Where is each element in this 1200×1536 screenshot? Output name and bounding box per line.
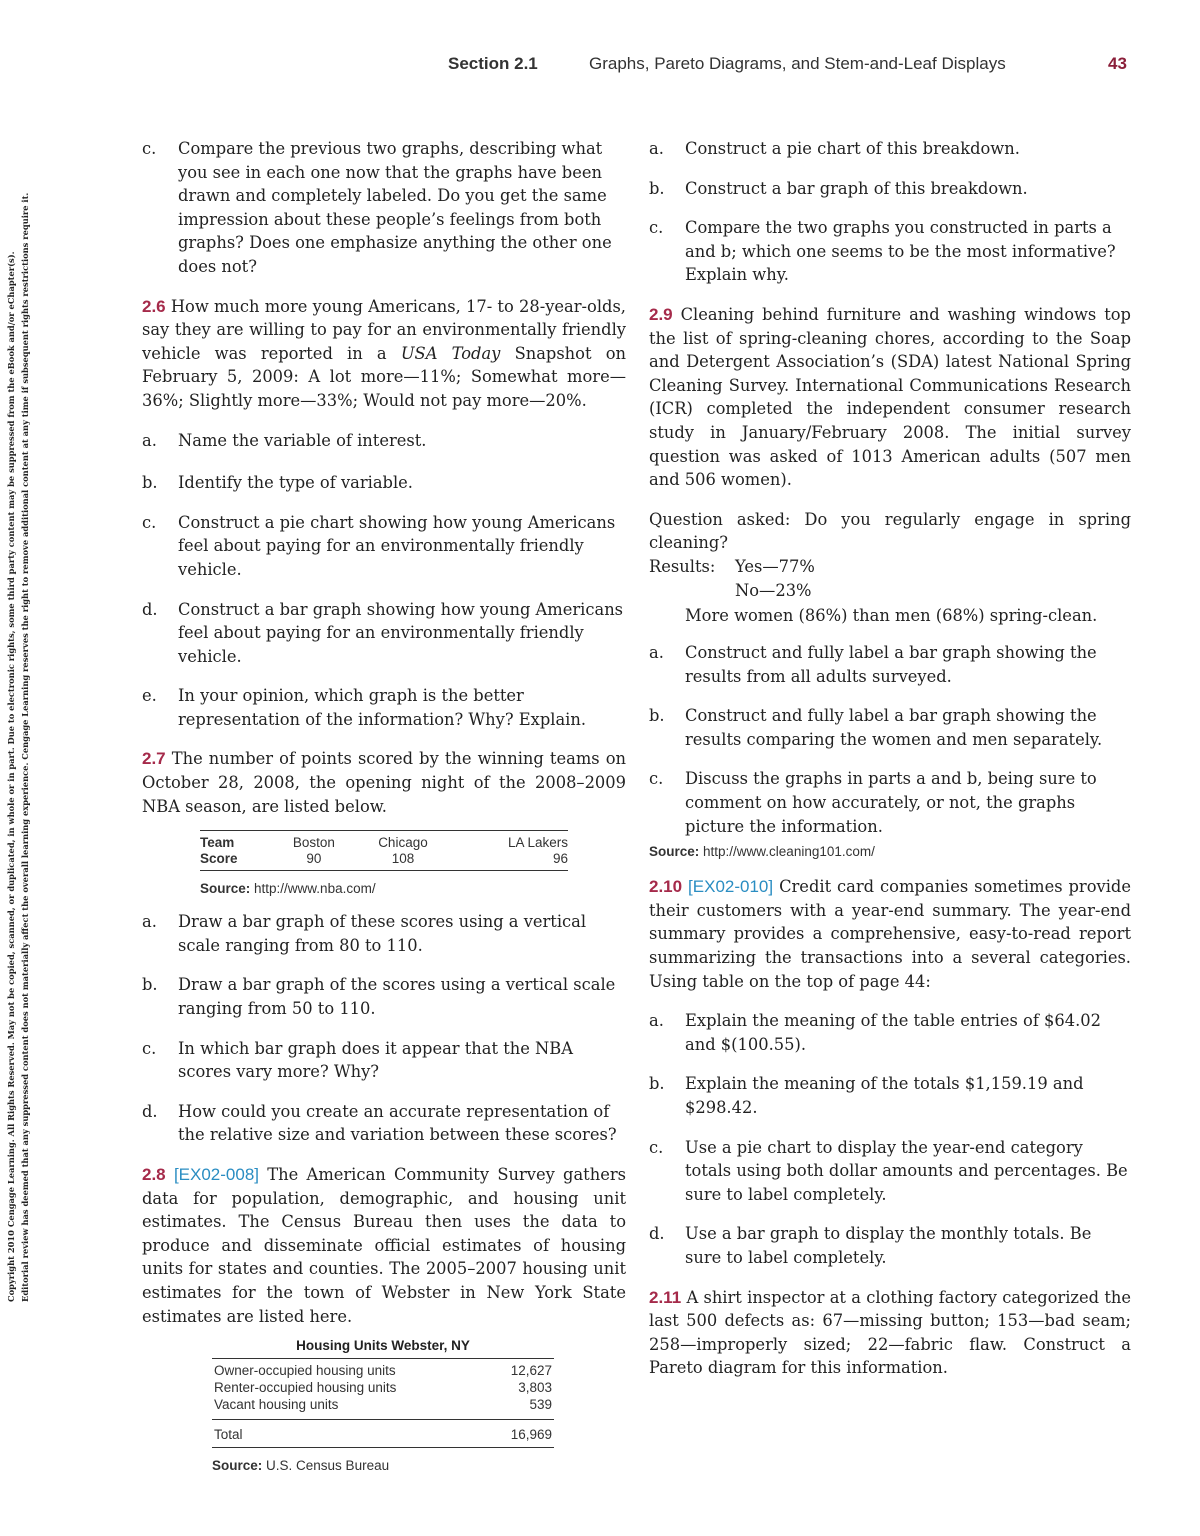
exercise-2-8-part-b: b. Construct a bar graph of this breakdown. (649, 178, 1028, 198)
exercise-2-9: 2.9 Cleaning behind furniture and washing windows top the list of spring-cleaning chores, according to the Soap and Detergent Association’s (SDA) latest National Spring Cleaning Survey. International Communications Research (ICR) completed the independent consumer research study in January/February 2008. The initial survey question was asked of 1013 American adults (507 men and 506 women). (649, 304, 1131, 490)
exercise-2-9-part-b: b. Construct and fully label a bar graph showing the results comparing the women and men separately. (649, 706, 1103, 749)
survey-result-no: No—23% (735, 580, 812, 600)
spring-cleaning-source: Source: http://www.cleaning101.com/ (649, 844, 875, 860)
copyright-line-1: Copyright 2010 Cengage Learning. All Rights Reserved. May not be copied, scanned, or duplicated, in whole or in part. Due to electronic rights, some third party content may be suppressed from the eBook and/or eChapter(s). (6, 251, 16, 1302)
exercise-2-7-part-b: b. Draw a bar graph of the scores using a vertical scale ranging from 50 to 110. (142, 975, 616, 1019)
survey-question: Question asked: Do you regularly engage in spring cleaning? (649, 509, 1131, 553)
nba-source: Source: http://www.nba.com/ (200, 881, 376, 897)
table-cell: Score (200, 851, 273, 871)
housing-source: Source: U.S. Census Bureau (212, 1458, 390, 1474)
table-cell: 96 (451, 851, 568, 871)
exercise-2-10-part-c: c. Use a pie chart to display the year-end category totals using both dollar amounts and percentages. Be sure to label completely. (649, 1137, 1128, 1204)
table-cell: Owner-occupied housing units (212, 1359, 487, 1380)
running-title: Graphs, Pareto Diagrams, and Stem-and-Leaf Displays (589, 54, 1006, 73)
housing-table-title: Housing Units Webster, NY (296, 1338, 470, 1354)
survey-note: More women (86%) than men (68%) spring-clean. (685, 606, 1098, 626)
table-cell: Renter-occupied housing units (214, 1380, 397, 1396)
table-cell: 108 (355, 851, 451, 871)
exercise-2-5-part-c: c. Compare the previous two graphs, describing what you see in each one now that the graphs have been drawn and completely labeled. Do you get the same impression about these people’s feelings from both graphs? Does one emphasize anything the other one does not? (142, 139, 612, 276)
table-cell: 12,627 (487, 1359, 554, 1380)
table-cell: 3,803 (518, 1380, 552, 1396)
dataset-link[interactable]: [EX02-010] (688, 877, 774, 897)
exercise-2-10-part-a: a. Explain the meaning of the table entries of $64.02 and $(100.55). (649, 1011, 1101, 1054)
housing-table (212, 1358, 554, 1448)
exercise-2-9-part-c: c. Discuss the graphs in parts a and b, being sure to comment on how accurately, or not, the graphs picture the information. (649, 769, 1097, 836)
exercise-2-6-part-b: b. Identify the type of variable. (142, 473, 413, 493)
exercise-2-9-part-a: a. Construct and fully label a bar graph showing the results from all adults surveyed. (649, 643, 1097, 686)
exercise-2-10-part-d: d. Use a bar graph to display the monthly totals. Be sure to label completely. (649, 1224, 1092, 1267)
nba-scores-table (200, 830, 568, 871)
exercise-2-8: 2.8 [EX02-008] The American Community Survey gathers data for population, demographic, and housing unit estimates. The Census Bureau then uses the data to produce and disseminate official estimates of housing units for states and counties. The 2005–2007 housing unit estimates for the town of Webster in New York State estimates are listed here. (142, 1165, 626, 1326)
exercise-2-10: 2.10 [EX02-010] Credit card companies sometimes provide their customers with a year-end summary. The year-end summary provides a comprehensive, easy-to-read report summarizing the transactions into a several categories. Using table on the top of page 44: (649, 877, 1131, 991)
exercise-2-8-part-c: c. Compare the two graphs you constructed in parts a and b; which one seems to be the most informative? Explain why. (649, 218, 1116, 285)
exercise-2-8-part-a: a. Construct a pie chart of this breakdown. (649, 139, 1020, 158)
dataset-link[interactable]: [EX02-008] (173, 1165, 259, 1184)
table-cell: Vacant housing units (212, 1396, 487, 1420)
table-header-cell: Boston (273, 831, 355, 852)
table-cell: 90 (273, 851, 355, 871)
table-cell: Total (212, 1420, 487, 1448)
table-cell: 16,969 (487, 1420, 554, 1448)
exercise-2-7-part-c: c. In which bar graph does it appear that the NBA scores vary more? Why? (142, 1038, 574, 1082)
exercise-2-6-part-a: a. Name the variable of interest. (142, 430, 427, 450)
table-cell: 539 (487, 1396, 554, 1420)
exercise-2-6-part-e: e. In your opinion, which graph is the better representation of the information? Why? Explain. (142, 686, 587, 729)
survey-results: Results: Yes—77% (649, 556, 815, 576)
section-label: Section 2.1 (448, 54, 538, 73)
exercise-2-11: 2.11 A shirt inspector at a clothing factory categorized the last 500 defects as: 67—missing button; 153—bad seam; 258—improperly sized; 22—fabric flaw. Construct a Pareto diagram for this information. (649, 1287, 1131, 1378)
copyright-sidebar (0, 0, 40, 1536)
exercise-2-6-part-d: d. Construct a bar graph showing how young Americans feel about paying for an environmentally friendly vehicle. (142, 599, 624, 666)
exercise-2-7: 2.7 The number of points scored by the winning teams on October 28, 2008, the opening night of the 2008–2009 NBA season, are listed below. (142, 749, 626, 816)
table-header-cell: Chicago (355, 831, 451, 852)
left-column (142, 137, 626, 1473)
table-header-cell: LA Lakers (451, 831, 568, 852)
exercise-2-7-part-d: d. How could you create an accurate representation of the relative size and variation between these scores? (142, 1101, 617, 1145)
copyright-line-2: Editorial review has deemed that any suppressed content does not materially affect the overall learning experience. Cengage Learning reserves the right to remove additional content at any time if subsequent rights restrictions require it. (20, 192, 30, 1302)
page-number: 43 (1108, 54, 1127, 73)
exercise-2-6-part-c: c. Construct a pie chart showing how young Americans feel about paying for an environmentally friendly vehicle. (142, 512, 616, 579)
exercise-2-7-part-a: a. Draw a bar graph of these scores using a vertical scale ranging from 80 to 110. (142, 912, 587, 955)
exercise-2-10-part-b: b. Explain the meaning of the totals $1,159.19 and $298.42. (649, 1074, 1084, 1117)
right-column (649, 137, 1131, 1380)
table-header-cell: Team (200, 831, 273, 852)
exercise-2-6: 2.6 How much more young Americans, 17- to 28-year-olds, say they are willing to pay for an environmentally friendly vehicle was reported in a USA Today Snapshot on February 5, 2009: A lot more—11%; Somewhat more—36%; Slightly more—33%; Would not pay more—20%. (142, 296, 626, 410)
